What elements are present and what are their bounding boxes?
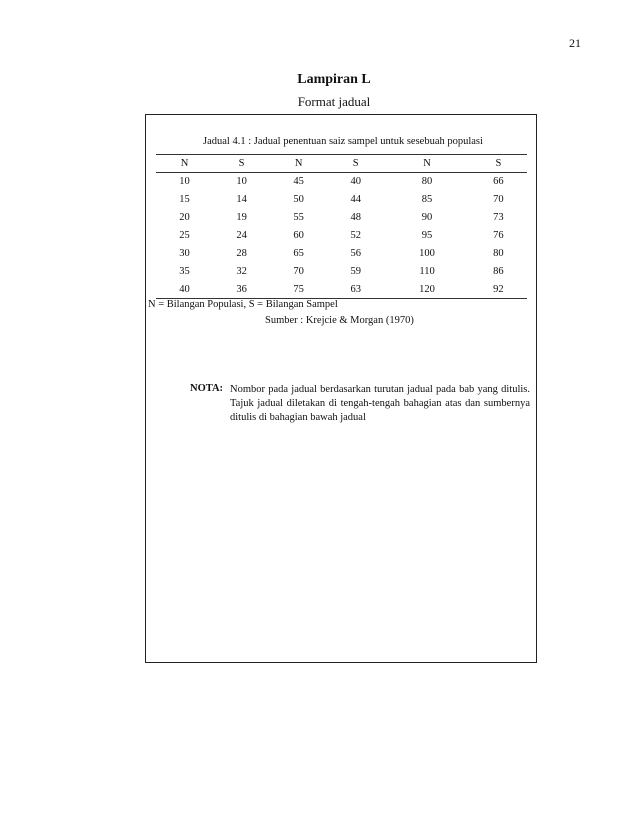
table-cell: 70 bbox=[493, 193, 504, 205]
table-cell: 35 bbox=[179, 265, 190, 277]
table-cell: 92 bbox=[493, 283, 504, 295]
sample-size-table bbox=[156, 155, 527, 298]
table-cell: 100 bbox=[419, 247, 435, 259]
table-cell: 73 bbox=[493, 211, 504, 223]
table-cell: 55 bbox=[293, 211, 304, 223]
table-cell: 56 bbox=[350, 247, 361, 259]
table-cell: 95 bbox=[421, 229, 433, 241]
table-row bbox=[156, 226, 527, 244]
table-cell: 10 bbox=[236, 175, 247, 187]
column-header-s: S bbox=[495, 158, 502, 169]
column-header-n: N bbox=[294, 158, 303, 169]
table-cell: 19 bbox=[236, 211, 247, 223]
note-label: NOTA: bbox=[190, 383, 224, 394]
table-cell: 40 bbox=[350, 175, 361, 187]
table-row bbox=[156, 244, 527, 262]
page-title: Lampiran L bbox=[297, 72, 371, 87]
table-cell: 10 bbox=[179, 175, 190, 187]
table-row bbox=[156, 190, 527, 208]
page-number: 21 bbox=[569, 36, 581, 50]
table-caption: Jadual 4.1 : Jadual penentuan saiz sampel untuk sesebuah populasi bbox=[203, 136, 483, 147]
table-cell: 30 bbox=[179, 247, 190, 259]
table-cell: 40 bbox=[179, 283, 190, 295]
table-cell: 80 bbox=[421, 175, 433, 187]
table-cell: 66 bbox=[493, 175, 504, 187]
table-cell: 14 bbox=[236, 193, 247, 205]
table-cell: 48 bbox=[350, 211, 361, 223]
table-cell: 65 bbox=[293, 247, 304, 259]
table-row bbox=[156, 208, 527, 226]
table-cell: 80 bbox=[493, 247, 504, 259]
table-cell: 120 bbox=[419, 283, 435, 295]
table-legend: N = Bilangan Populasi, S = Bilangan Sampel bbox=[148, 299, 338, 310]
table-cell: 28 bbox=[236, 247, 247, 259]
table-cell: 45 bbox=[293, 175, 304, 187]
table-cell: 24 bbox=[236, 229, 247, 241]
table-cell: 52 bbox=[350, 229, 361, 241]
page-subtitle: Format jadual bbox=[297, 94, 371, 109]
table-cell: 50 bbox=[293, 193, 304, 205]
table-cell: 60 bbox=[293, 229, 304, 241]
column-header-n: N bbox=[423, 158, 431, 169]
table-cell: 75 bbox=[293, 283, 304, 295]
table-cell: 110 bbox=[419, 265, 435, 277]
table-cell: 59 bbox=[350, 265, 361, 277]
table-cell: 70 bbox=[293, 265, 304, 277]
table-row bbox=[156, 262, 527, 280]
table-cell: 15 bbox=[179, 193, 190, 205]
table-cell: 36 bbox=[236, 283, 247, 295]
table-cell: 76 bbox=[493, 229, 504, 241]
table-cell: 44 bbox=[350, 193, 361, 205]
table-cell: 63 bbox=[350, 283, 361, 295]
column-header-n: N bbox=[180, 158, 189, 169]
table-cell: 20 bbox=[179, 211, 190, 223]
table-cell: 32 bbox=[236, 265, 247, 277]
table-cell: 25 bbox=[179, 229, 190, 241]
table-cell: 85 bbox=[421, 193, 433, 205]
table-header-row bbox=[156, 155, 527, 172]
table-source: Sumber : Krejcie & Morgan (1970) bbox=[265, 315, 414, 326]
column-header-s: S bbox=[238, 158, 245, 169]
table-row bbox=[156, 172, 527, 190]
table-cell: 90 bbox=[421, 211, 433, 223]
column-header-s: S bbox=[352, 158, 359, 169]
table-cell: 86 bbox=[493, 265, 504, 277]
table-row bbox=[156, 280, 527, 298]
note-text: Nombor pada jadual berdasarkan turutan jadual pada bab yang ditulis. Tajuk jadual diletakan di tengah-tengah bahagian atas dan sumbernya ditulis di bahagian bawah jadual bbox=[230, 384, 530, 423]
